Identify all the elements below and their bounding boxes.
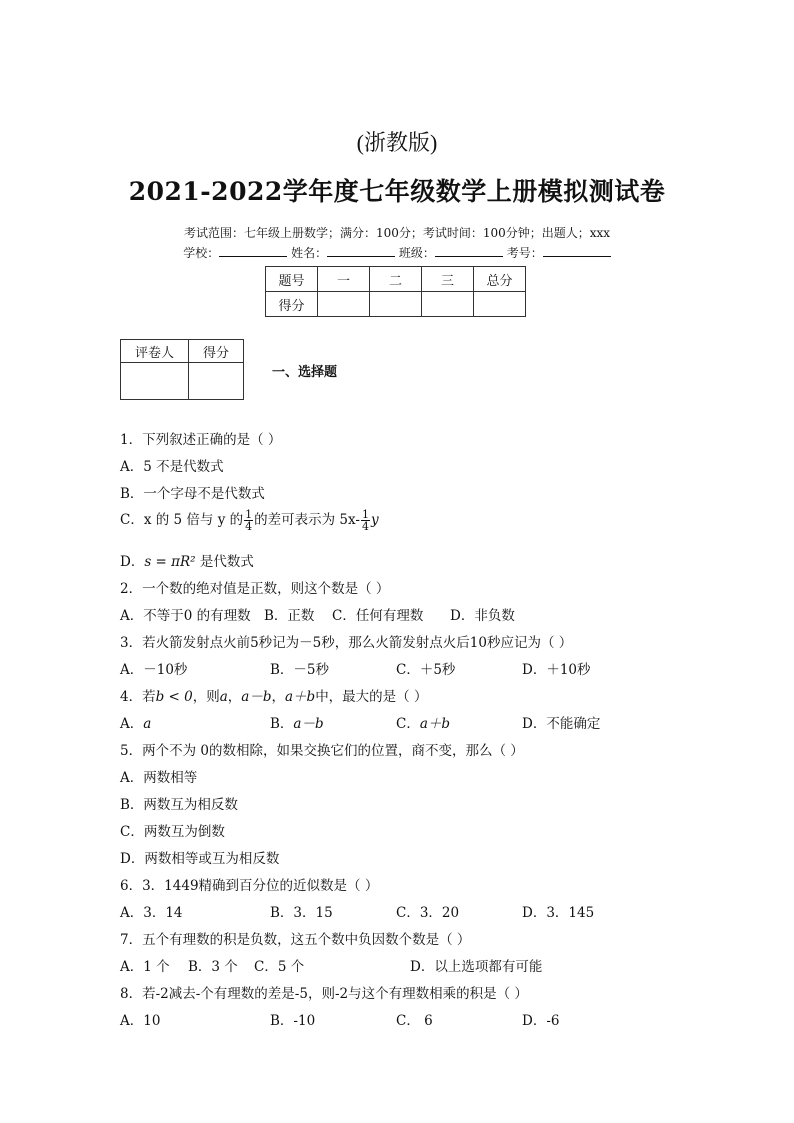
question-6-options [120,901,620,919]
option-label: C． [396,716,420,732]
question-4-stem [120,685,427,705]
question-3-option-d[interactable]: D．＋10秒 [522,662,591,678]
question-4-options [120,712,620,730]
score-row-label: 得分 [266,292,318,317]
question-7-stem: 7．五个有理数的积是负数，这五个数中负因数个数是（ ） [120,932,471,948]
stem-text: 中，最大的是（ ） [315,689,428,705]
school-label: 学校： [183,246,220,260]
stem-text: ，则 [192,689,220,705]
question-4-option-c[interactable] [396,712,450,732]
fraction-denominator: 4 [245,520,253,533]
question-7-option-b[interactable]: B．3 个 [188,959,238,975]
name-label: 姓名： [291,246,328,260]
question-6-option-b[interactable]: B．3．15 [270,905,333,921]
question-2-option-d[interactable]: D．非负数 [450,608,515,624]
option-d-suffix: 是代数式 [195,554,254,570]
fraction-numerator: 1 [361,508,369,521]
question-3-options [120,658,620,676]
score-cell[interactable] [370,292,422,317]
grader-score-header: 得分 [189,340,244,363]
question-6-option-c[interactable]: C．3．20 [396,905,460,921]
student-fields [0,244,794,261]
question-1-option-a[interactable]: A．5 不是代数式 [120,459,224,475]
option-c-variable: y [370,512,379,528]
question-8-option-d[interactable]: D．-6 [522,1013,560,1029]
number-label: 考号： [506,246,543,260]
question-1-option-c[interactable] [120,508,379,532]
reviewer-header: 评卷人 [121,340,189,363]
question-8-option-c[interactable]: C． 6 [396,1013,433,1029]
score-table-score-row [266,292,526,317]
option-expr: a＋b [419,716,451,732]
separator: ， [227,689,242,705]
question-3-option-c[interactable]: C．＋5秒 [396,662,456,678]
stem-text: 4．若 [120,689,156,705]
score-header-cell: 三 [422,267,474,292]
question-8-option-a[interactable]: A．10 [120,1013,161,1029]
question-7-option-d[interactable]: D．以上选项都有可能 [410,959,543,975]
condition: b < 0 [155,689,193,705]
score-cell[interactable] [422,292,474,317]
score-header-cell: 总分 [474,267,526,292]
question-7-option-c[interactable]: C．5 个 [254,959,305,975]
question-5-option-d[interactable]: D．两数相等或互为相反数 [120,851,280,867]
score-header-cell: 二 [370,267,422,292]
term-a-plus-b: a＋b [284,689,316,705]
score-header-cell: 一 [318,267,370,292]
term-a: a [219,689,228,705]
question-1-option-b[interactable]: B．一个字母不是代数式 [120,486,265,502]
reviewer-cell[interactable] [121,363,189,400]
page-title: 2021-2022学年度七年级数学上册模拟测试卷 [128,177,666,206]
option-label: A． [120,716,144,732]
question-8-option-b[interactable]: B．-10 [270,1013,316,1029]
score-table [265,266,526,317]
question-5-option-a[interactable]: A．两数相等 [120,770,198,786]
number-blank[interactable] [543,244,611,257]
class-blank[interactable] [435,244,503,257]
question-6-option-d[interactable]: D．3．145 [522,905,595,921]
score-cell[interactable] [318,292,370,317]
fraction-numerator: 1 [245,508,253,521]
option-label: B． [270,716,294,732]
option-c-prefix: C．x 的 5 倍与 y 的 [120,512,244,528]
question-5-stem: 5．两个不为 0的数相除，如果交换它们的位置，商不变，那么（ ） [120,743,524,759]
option-expr: a [143,716,152,732]
fraction [244,509,253,532]
question-2-option-a[interactable]: A．不等于0 的有理数 [120,608,251,624]
score-table-header-row [266,267,526,292]
class-label: 班级： [398,246,435,260]
score-cell[interactable] [474,292,526,317]
section-heading: 一、选择题 [272,365,338,380]
question-2-option-c[interactable]: C．任何有理数 [332,608,424,624]
score-header-cell: 题号 [266,267,318,292]
subtitle: (浙教版) [356,130,438,155]
option-c-mid: 的差可表示为 5x- [254,512,360,528]
question-8-options [120,1009,620,1027]
option-d-label: D． [120,554,145,570]
question-1-option-d[interactable] [120,550,254,570]
school-blank[interactable] [219,244,287,257]
separator: ， [271,689,285,705]
question-3-option-b[interactable]: B．－5秒 [270,662,330,678]
grader-score-cell[interactable] [189,363,244,400]
option-expr: a－b [293,716,324,732]
question-7-options [120,955,620,973]
fraction-denominator: 4 [361,520,369,533]
formula: s = πR² [144,554,196,570]
question-2-options [120,604,540,622]
question-3-stem: 3．若火箭发射点火前5秒记为－5秒，那么火箭发射点火后10秒应记为（ ） [120,635,573,651]
question-3-option-a[interactable]: A．－10秒 [120,662,188,678]
question-4-option-a[interactable] [120,712,151,732]
question-2-option-b[interactable]: B．正数 [264,608,315,624]
fraction [361,509,370,532]
question-4-option-d[interactable]: D．不能确定 [522,716,601,732]
question-2-stem: 2．一个数的绝对值是正数，则这个数是（ ） [120,581,390,597]
question-5-option-b[interactable]: B．两数互为相反数 [120,797,238,813]
question-6-option-a[interactable]: A．3．14 [120,905,183,921]
question-5-option-c[interactable]: C．两数互为倒数 [120,824,225,840]
question-8-stem: 8．若-2减去-个有理数的差是-5，则-2与这个有理数相乘的积是（ ） [120,986,528,1002]
name-blank[interactable] [327,244,395,257]
question-6-stem: 6．3．1449精确到百分位的近似数是（ ） [120,878,379,894]
term-a-minus-b: a－b [241,689,272,705]
question-4-option-b[interactable] [270,712,324,732]
exam-info: 考试范围：七年级上册数学；满分：100分；考试时间：100分钟；出题人；xxx [183,226,611,240]
question-1-stem: 1．下列叙述正确的是（ ） [120,432,282,448]
question-7-option-a[interactable]: A．1 个 [120,959,170,975]
grader-table [120,339,244,400]
